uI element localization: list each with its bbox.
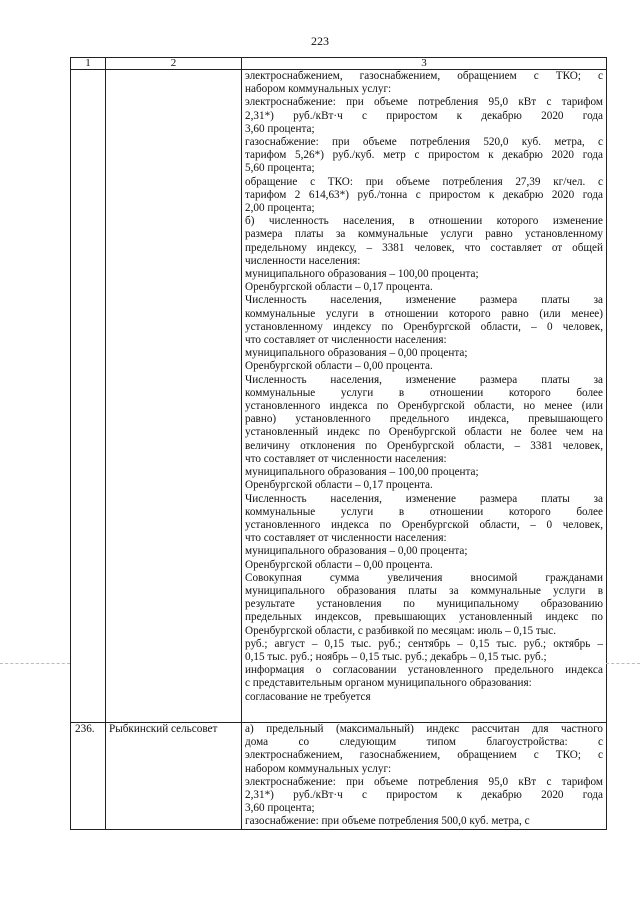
scan-artifact-line [606,663,640,664]
row-name: Рыбкинский сельсовет [106,723,242,830]
text-line: Оренбургской области – 0,00 процента. [245,360,433,373]
text-line: Численность населения, изменение размера платы за [245,294,603,307]
text-line: электроснабжение: при объеме потребления 95,0 кВт с тарифом [245,775,603,788]
text-line: 2,00 процента; [245,202,315,215]
text-line: Совокупная сумма увеличения вносимой гражданами [245,571,603,584]
text-line: что составляет от численности населения: [245,452,447,465]
scan-artifact-line [0,663,70,664]
table-row [71,70,607,723]
text-line: тарифом 2 614,63*) руб./тонна с приростом к декабрю 2020 года [245,188,603,201]
text-line: Оренбургской области – 0,17 процента. [245,479,433,492]
text-line: газоснабжение: при объеме потребления 500,0 куб. метра, с [245,815,530,828]
text-line: равно) установленного предельного индекса, превышающего [245,413,603,426]
text-line: коммунальные услуги в отношении которого более [245,505,603,518]
text-line: Численность населения, изменение размера платы за [245,373,603,386]
text-line: а) предельный (максимальный) индекс рассчитан для частного [245,723,603,735]
text-line: муниципального образования – 0,00 процента; [245,545,468,558]
text-line: б) численность населения, в отношении которого изменение [245,215,603,228]
row-name [106,70,242,723]
text-line: предельному индексу, – 3381 человек, что составляет от общей [245,241,603,254]
text-line: установленного индекса по Оренбургской области, но менее (или [245,400,603,413]
text-line: 3,60 процента; [245,122,315,135]
row-content [242,723,607,830]
text-line: руб.; август – 0,15 тыс. руб.; сентябрь – 0,15 тыс. руб.; октябрь – [245,637,603,650]
text-line: муниципального образования – 100,00 процента; [245,466,479,479]
header-col-3: 3 [242,58,607,70]
header-col-2: 2 [106,58,242,70]
text-line: Оренбургской области – 0,00 процента. [245,558,433,571]
text-line: численности населения: [245,254,361,267]
text-line: Численность населения, изменение размера платы за [245,492,603,505]
text-line: муниципального образования – 100,00 процента; [245,268,479,281]
text-line: набором коммунальных услуг: [245,762,392,775]
text-line: муниципального образования – 0,00 процента; [245,347,468,360]
text-line: установленного индекса по Оренбургской области, – 0 человек, [245,518,603,531]
text-line: величину отклонения по Оренбургской области, – 3381 человек, [245,439,603,452]
text-line: 2,31*) руб./кВт·ч с приростом к декабрю 2020 года [245,789,603,802]
text-line: 5,60 процента; [245,162,315,175]
page-number: 223 [311,34,329,48]
table-header-row [71,58,607,70]
row-content [242,70,607,723]
text-line: 2,31*) руб./кВт·ч с приростом к декабрю 2020 года [245,109,603,122]
text-line: с представительным органом муниципального образования: [245,677,532,690]
table-row [71,723,607,830]
text-line: что составляет от численности населения: [245,532,447,545]
text-line: 3,60 процента; [245,802,315,815]
header-col-1: 1 [71,58,106,70]
row-number [71,70,106,723]
text-line: предельных индексов, превышающих установленный индекс по [245,611,603,624]
text-line: 0,15 тыс. руб.; ноябрь – 0,15 тыс. руб.; декабрь – 0,15 тыс. руб.; [245,650,547,663]
text-line: тарифом 5,26*) руб./куб. метр с приростом к декабрю 2020 года [245,149,603,162]
text-line: дома со следующим типом благоустройства: с [245,736,603,749]
text-line: электроснабжение: при объеме потребления 95,0 кВт с тарифом [245,96,603,109]
row-number: 236. [71,723,106,830]
text-line: электроснабжением, газоснабжением, обращением с ТКО; с [245,749,603,762]
document-table [70,57,607,830]
text-line: муниципального образования платы за коммунальные услуги в [245,584,603,597]
text-line: результате установления по муниципальному образованию [245,598,603,611]
text-line: электроснабжением, газоснабжением, обращением с ТКО; с [245,70,603,82]
text-line: что составляет от численности населения: [245,334,447,347]
text-line: Оренбургской области, с разбивкой по месяцам: июль – 0,15 тыс. [245,624,557,637]
text-line: информация о согласовании установленного предельного индекса [245,664,603,677]
text-line: установленный индекс по Оренбургской области не более чем на [245,426,603,439]
text-line: газоснабжение: при объеме потребления 520,0 куб. метра, с [245,136,603,149]
text-line: коммунальные услуги в отношении которого более [245,386,603,399]
text-line: набором коммунальных услуг: [245,83,392,96]
text-line: обращение с ТКО: при объеме потребления 27,39 кг/чел. с [245,175,603,188]
text-line: установленному индексу по Оренбургской области, – 0 человек, [245,320,603,333]
text-line: согласование не требуется [245,690,371,703]
text-line: коммунальные услуги в отношении которого равно (или менее) [245,307,603,320]
text-line: Оренбургской области – 0,17 процента. [245,281,433,294]
text-line: размера платы за коммунальные услуги равно установленному [245,228,603,241]
